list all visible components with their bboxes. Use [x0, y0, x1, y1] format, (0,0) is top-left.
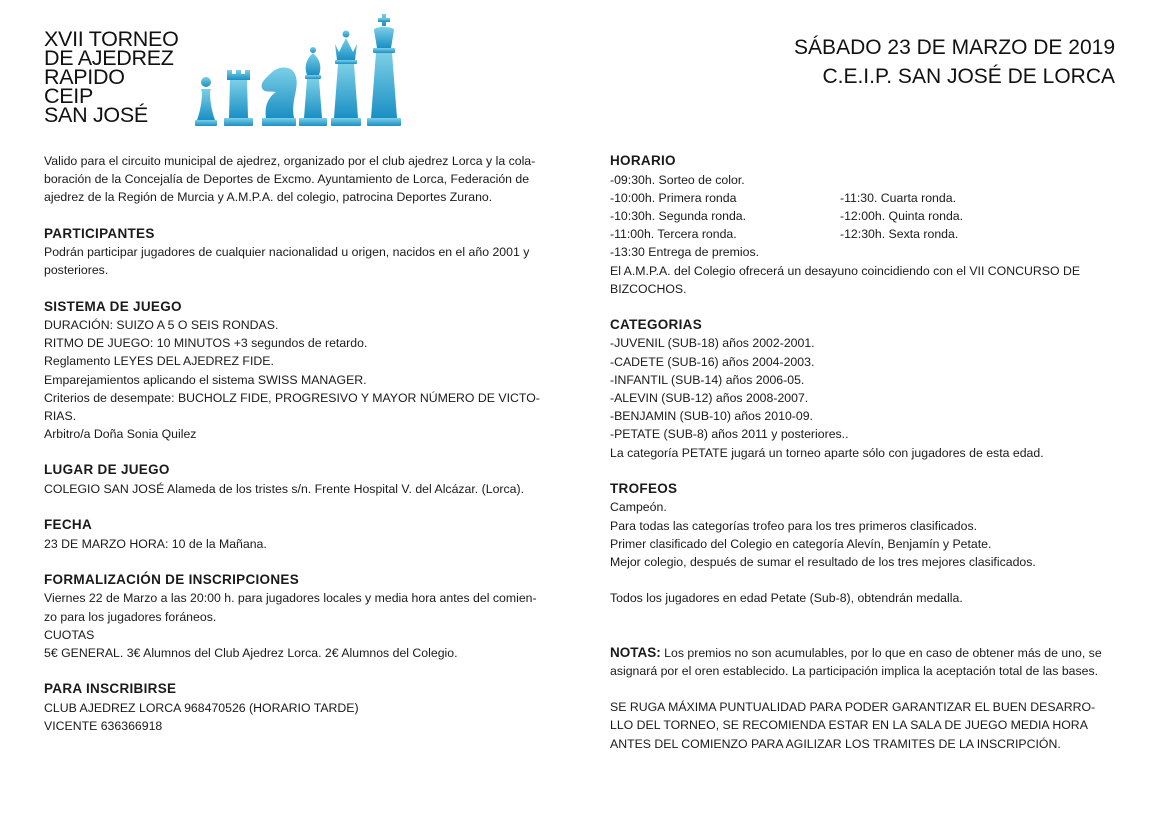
trophy-line: Mejor colegio, después de sumar el resultado de los tres mejores clasificados. [610, 554, 1036, 569]
category-line: -ALEVIN (SUB-12) años 2008-2007. [610, 391, 809, 406]
intro-line: boración de la Concejalía de Deportes de Excmo. Ayuntamiento de Lorca, Federación de [44, 172, 530, 187]
schedule-round: -11:30. Cuarta ronda. [840, 190, 956, 205]
title-line: SAN JOSÉ [44, 103, 148, 127]
tournament-title [44, 27, 179, 127]
schedule-row [610, 207, 1130, 225]
section-heading: SISTEMA DE JUEGO [44, 298, 182, 314]
section-participantes [44, 225, 554, 280]
section-line: Criterios de desempate: BUCHOLZ FIDE, PROGRESIVO Y MAYOR NÚMERO DE VICTO- [44, 390, 540, 405]
section-line: posteriores. [44, 263, 109, 278]
rook-icon [224, 70, 253, 126]
intro-line: Valido para el circuito municipal de ajedrez, organizado por el club ajedrez Lorca y la cola- [44, 154, 536, 168]
schedule-line: -13:30 Entrega de premios. [610, 245, 760, 260]
title-line: XVII TORNEO [44, 27, 179, 51]
event-date: SÁBADO 23 DE MARZO DE 2019 [794, 36, 1115, 59]
section-heading: HORARIO [610, 153, 676, 168]
section-line: 23 DE MARZO HORA: 10 de la Mañana. [44, 536, 267, 551]
section-line: 5€ GENERAL. 3€ Alumnos del Club Ajedrez Lorca. 2€ Alumnos del Colegio. [44, 645, 458, 660]
category-line: -INFANTIL (SUB-14) años 2006-05. [610, 372, 805, 387]
category-line: La categoría PETATE jugará un torneo aparte sólo con jugadores de esta edad. [610, 445, 1044, 460]
knight-icon [262, 67, 297, 126]
schedule-round: -10:30h. Segunda ronda. [610, 208, 747, 223]
section-heading: PARTICIPANTES [44, 225, 155, 241]
pawn-icon [195, 77, 217, 126]
schedule-row [610, 225, 1130, 243]
right-column [610, 152, 1130, 753]
section-line: CLUB AJEDREZ LORCA 968470526 (HORARIO TARDE) [44, 700, 359, 715]
chess-pieces-icon [190, 12, 410, 132]
section-line: DURACIÓN: SUIZO A 5 O SEIS RONDAS. [44, 318, 279, 333]
section-line: VICENTE 636366918 [44, 718, 163, 733]
category-line: -CADETE (SUB-16) años 2004-2003. [610, 354, 815, 369]
section-heading: LUGAR DE JUEGO [44, 462, 170, 478]
title-line: DE AJEDREZ [44, 46, 174, 70]
left-column [44, 152, 554, 735]
trophy-line: Para todas las categorías trofeo para los tres primeros clasificados. [610, 518, 978, 533]
section-trofeos [610, 480, 1130, 608]
section-heading: CATEGORIAS [610, 316, 703, 332]
category-line: -BENJAMIN (SUB-10) años 2010-09. [610, 409, 813, 424]
section-line: RITMO DE JUEGO: 10 MINUTOS +3 segundos de retardo. [44, 336, 368, 351]
notes-line: asignará por el oren establecido. La participación implica la aceptación total de las bases. [610, 663, 1099, 678]
title-line: RAPIDO [44, 65, 125, 89]
section-line: zo para los jugadores foráneos. [44, 609, 217, 624]
section-line: Podrán participar jugadores de cualquier nacionalidad u origen, nacidos en el año 2001 y [44, 245, 530, 260]
section-heading: FECHA [44, 517, 92, 533]
schedule-line: BIZCOCHOS. [610, 281, 687, 296]
section-line: Viernes 22 de Marzo a las 20:00 h. para jugadores locales y media hora antes del comien- [44, 591, 537, 606]
intro-paragraph [44, 152, 554, 207]
section-heading: FORMALIZACIÓN DE INSCRIPCIONES [44, 571, 300, 587]
king-icon [367, 14, 401, 126]
notice-line: LLO DEL TORNEO, SE RECOMIENDA ESTAR EN LA SALA DE JUEGO MEDIA HORA [610, 718, 1088, 733]
category-line: -JUVENIL (SUB-18) años 2002-2001. [610, 336, 815, 351]
intro-line: ajedrez de la Región de Murcia y A.M.P.A. del colegio, patrocina Deportes Zurano. [44, 190, 493, 205]
trophy-line: Todos los jugadores en edad Petate (Sub-8), obtendrán medalla. [610, 591, 963, 606]
schedule-round: -10:00h. Primera ronda [610, 190, 737, 205]
section-line: Arbitro/a Doña Sonia Quilez [44, 427, 197, 442]
event-venue: C.E.I.P. SAN JOSÉ DE LORCA [822, 65, 1115, 88]
notice-line: SE RUGA MÁXIMA PUNTUALIDAD PARA PODER GARANTIZAR EL BUEN DESARRO- [610, 700, 1096, 715]
schedule-line: -09:30h. Sorteo de color. [610, 172, 745, 187]
section-line: CUOTAS [44, 627, 95, 642]
schedule-round: -11:00h. Tercera ronda. [610, 227, 737, 242]
section-lugar [44, 461, 554, 498]
schedule-round: -12:30h. Sexta ronda. [840, 227, 959, 242]
category-line: -PETATE (SUB-8) años 2011 y posteriores.. [610, 427, 849, 442]
title-line: CEIP [44, 84, 93, 108]
section-formalizacion [44, 571, 554, 662]
section-heading: TROFEOS [610, 480, 678, 496]
trophy-line: Campeón. [610, 500, 667, 515]
notes-line [610, 644, 1130, 662]
queen-icon [331, 31, 361, 127]
event-date-venue [794, 33, 1115, 91]
section-horario [610, 152, 1130, 298]
section-line: COLEGIO SAN JOSÉ Alameda de los tristes s/n. Frente Hospital V. del Alcázar. (Lorca). [44, 481, 525, 496]
bishop-icon [299, 47, 327, 126]
section-heading: PARA INSCRIBIRSE [44, 681, 177, 697]
notes-label: NOTAS: [610, 644, 661, 660]
section-categorias [610, 316, 1130, 462]
section-inscribirse [44, 680, 554, 735]
section-line: Emparejamientos aplicando el sistema SWISS MANAGER. [44, 372, 367, 387]
schedule-row [610, 189, 1130, 207]
section-fecha [44, 516, 554, 553]
notice-line: ANTES DEL COMIENZO PARA AGILIZAR LOS TRAMITES DE LA INSCRIPCIÓN. [610, 736, 1061, 751]
schedule-round: -12:00h. Quinta ronda. [840, 208, 964, 223]
section-line: RIAS. [44, 409, 77, 424]
section-line: Reglamento LEYES DEL AJEDREZ FIDE. [44, 354, 274, 369]
notes-text: Los premios no son acumulables, por lo que en caso de obtener más de uno, se [660, 645, 1102, 660]
section-sistema [44, 298, 554, 444]
schedule-line: El A.M.P.A. del Colegio ofrecerá un desayuno coincidiendo con el VII CONCURSO DE [610, 263, 1081, 278]
trophy-line: Primer clasificado del Colegio en categoría Alevín, Benjamín y Petate. [610, 536, 992, 551]
section-notas [610, 644, 1130, 753]
